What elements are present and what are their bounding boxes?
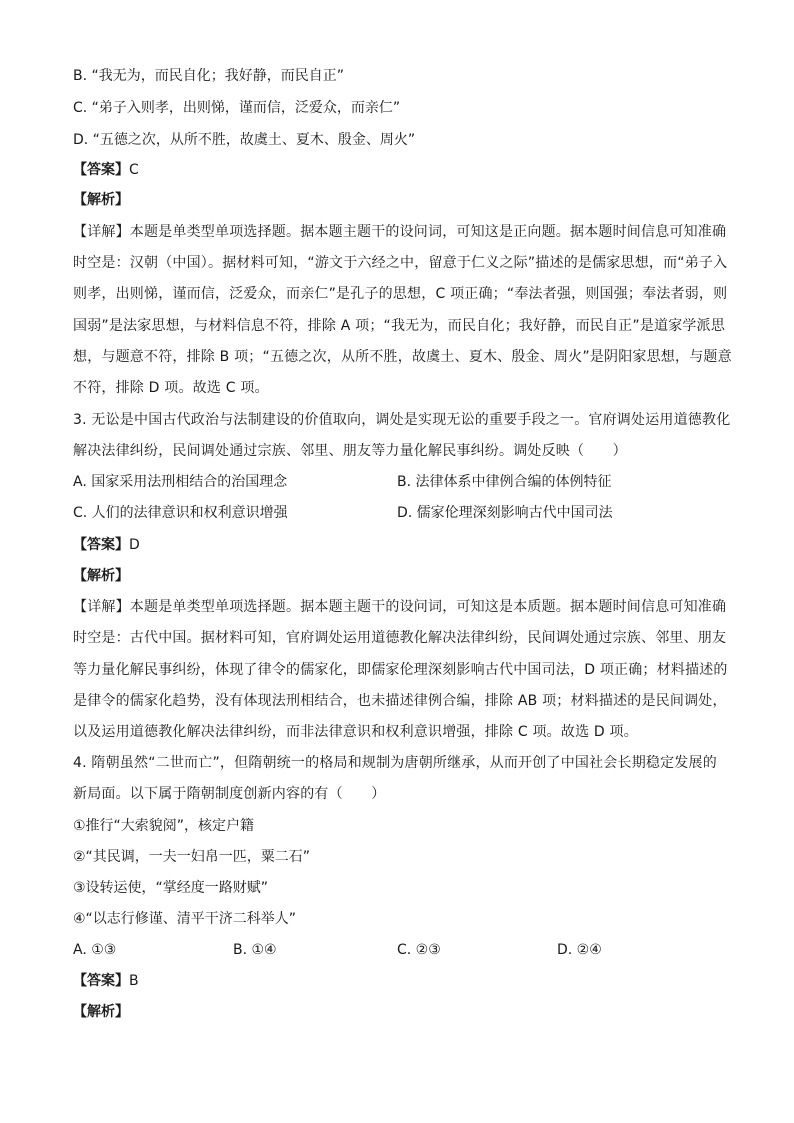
q2-answer — [73, 160, 723, 180]
q3-analysis-tag: 【解析】 — [73, 568, 129, 584]
q4-option-c: C. ②③ — [397, 942, 441, 958]
q2-detail-line: 不符，排除 D 项。故选 C 项。 — [73, 380, 269, 396]
q2-detail-line: 则孝，出则悌，谨而信，泛爱众，而亲仁”是孔子的思想，C 项正确；“奉法者强，则国强；奉法者弱，则 — [73, 286, 728, 302]
q2-option-b: B. “我无为，而民自化；我好静，而民自正” — [73, 68, 345, 84]
q2-option-d: D. “五德之次，从所不胜，故虞土、夏木、殷金、周火” — [73, 132, 416, 148]
answer-tag: 【答案】 — [73, 537, 129, 553]
q3-option-b: B. 法律体系中律例合编的体例特征 — [397, 474, 612, 490]
q4-answer — [73, 971, 723, 991]
q4-item-4: ④“以志行修谨、清平干济二科举人” — [73, 911, 297, 927]
q3-option-d: D. 儒家伦理深刻影响古代中国司法 — [397, 505, 613, 521]
q4-item-1: ①推行“大索貌阅”，核定户籍 — [73, 818, 255, 834]
answer-value: D — [129, 537, 140, 553]
q4-analysis-tag: 【解析】 — [73, 1004, 129, 1020]
q3-detail-line: 【详解】本题是单类型单项选择题。据本题主题干的设问词，可知这是本质题。据本题时间信息可知准确 — [73, 599, 727, 615]
q3-option-c: C. 人们的法律意识和权利意识增强 — [73, 505, 288, 521]
answer-value: C — [129, 162, 139, 178]
q4-option-b: B. ①④ — [233, 942, 277, 958]
q2-option-c: C. “弟子入则孝，出则悌，谨而信，泛爱众，而亲仁” — [73, 100, 401, 116]
q4-stem-line: 新局面。以下属于隋朝制度创新内容的有（ ） — [73, 786, 386, 802]
q3-stem-line: 3. 无讼是中国古代政治与法制建设的价值取向，调处是实现无讼的重要手段之一。官府调处运用道德教化 — [73, 412, 731, 428]
q3-detail-line: 以及运用道德教化解决法律纠纷，而非法律意识和权利意识增强，排除 C 项。故选 D 项。 — [73, 724, 638, 740]
q3-detail-line: 时空是：古代中国。据材料可知，官府调处运用道德教化解决法律纠纷，民间调处通过宗族、邻里、朋友 — [73, 630, 727, 646]
answer-tag: 【答案】 — [73, 162, 129, 178]
q4-item-2: ②“其民调，一夫一妇帛一匹，粟二石” — [73, 849, 311, 865]
q3-answer — [73, 535, 723, 555]
answer-tag: 【答案】 — [73, 973, 129, 989]
q2-detail-line: 想，与题意不符，排除 B 项；“五德之次，从所不胜，故虞土、夏木、殷金、周火”是阴阳家思想，与题意 — [73, 349, 732, 365]
q2-detail-line: 国弱”是法家思想，与材料信息不符，排除 A 项；“我无为，而民自化；我好静，而民自正”是道家学派思 — [73, 318, 726, 334]
q4-option-a: A. ①③ — [73, 942, 117, 958]
q3-option-a: A. 国家采用法刑相结合的治国理念 — [73, 474, 288, 490]
q3-detail-line: 等力量化解民事纠纷，体现了律令的儒家化，即儒家伦理深刻影响古代中国司法，D 项正确；材料描述的 — [73, 662, 728, 678]
q4-item-3: ③设转运使，“掌经度一路财赋” — [73, 880, 269, 896]
q4-stem-line: 4. 隋朝虽然“二世而亡”，但隋朝统一的格局和规制为唐朝所继承，从而开创了中国社会长期稳定发展的 — [73, 755, 717, 771]
q4-option-d: D. ②④ — [557, 942, 602, 958]
q3-stem-line: 解决法律纠纷，民间调处通过宗族、邻里、朋友等力量化解民事纠纷。调处反映（ ） — [73, 443, 627, 459]
q3-detail-line: 是律令的儒家化趋势，没有体现法刑相结合，也未描述律例合编，排除 AB 项；材料描述的是民间调处， — [73, 693, 727, 709]
q2-detail-line: 时空是：汉朝（中国）。据材料可知，“游文于六经之中，留意于仁义之际”描述的是儒家思想，而“弟子入 — [73, 255, 728, 271]
answer-value: B — [129, 973, 139, 989]
q2-detail-line: 【详解】本题是单类型单项选择题。据本题主题干的设问词，可知这是正向题。据本题时间信息可知准确 — [73, 224, 727, 240]
q2-analysis-tag: 【解析】 — [73, 192, 129, 208]
